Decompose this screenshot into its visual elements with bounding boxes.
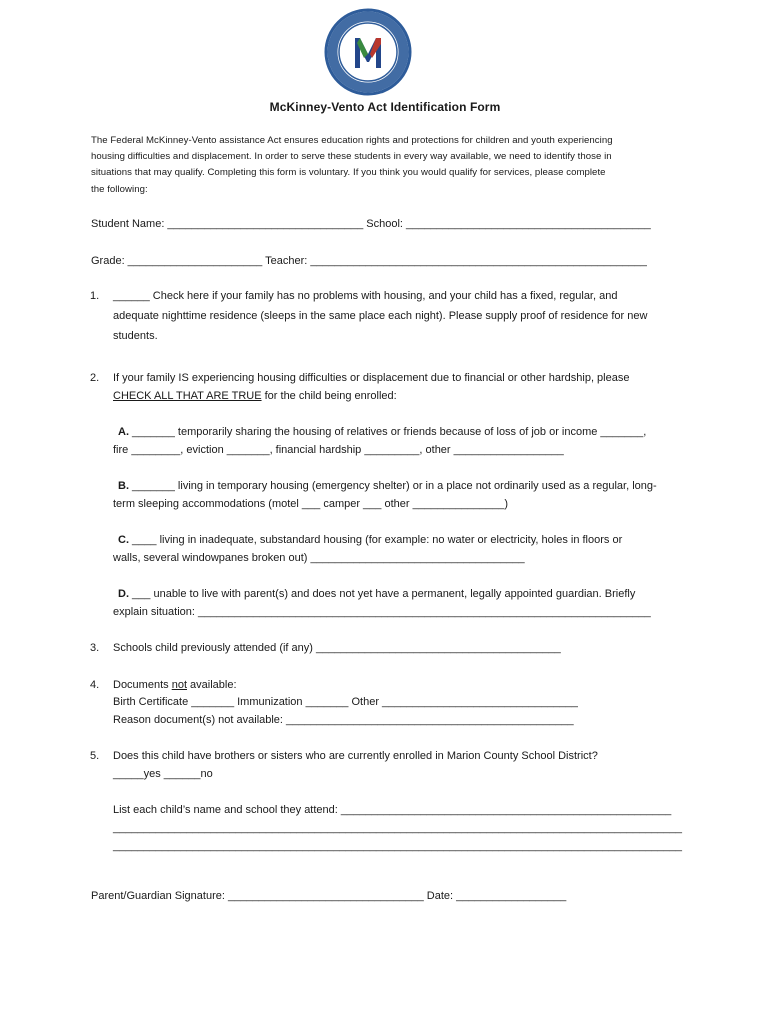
option-a-letter: A. xyxy=(118,426,129,438)
question-1-checkbox-line[interactable]: ______ Check here if your family has no problems with housing, and your child has a fixed, regular, and xyxy=(113,290,618,302)
question-4-number: 4. xyxy=(90,679,100,691)
question-4-heading xyxy=(113,679,237,691)
student-school-field-line[interactable]: Student Name: ________________________________ School: ________________________________________ xyxy=(91,218,651,230)
question-4-post: available: xyxy=(187,679,237,691)
school-district-seal-logo xyxy=(324,8,412,96)
intro-line: the following: xyxy=(91,183,148,195)
intro-line: housing difficulties and displacement. In order to serve these students in every way available, we need to identify those in xyxy=(91,151,612,163)
question-4-pre: Documents xyxy=(113,679,172,691)
question-1-number: 1. xyxy=(90,290,100,302)
question-2-number: 2. xyxy=(90,372,100,384)
question-2-instruction-rest: for the child being enrolled: xyxy=(261,390,397,402)
option-b-subitems[interactable]: term sleeping accommodations (motel ___ camper ___ other _______________) xyxy=(113,498,509,510)
previous-schools-field[interactable]: Schools child previously attended (if any) ________________________________________ xyxy=(113,642,561,654)
option-d-letter: D. xyxy=(118,588,129,600)
intro-line: situations that may qualify. Completing this form is voluntary. If you think you would qualify for services, please complete xyxy=(91,167,606,179)
form-title: McKinney-Vento Act Identification Form xyxy=(269,100,501,114)
siblings-list-field[interactable]: List each child’s name and school they attend: ______________________________________________________ xyxy=(113,804,672,816)
option-d-explain-field[interactable]: explain situation: __________________________________________________________________________ xyxy=(113,606,651,618)
option-c-line[interactable] xyxy=(118,534,622,546)
question-5-number: 5. xyxy=(90,750,100,762)
option-b-line[interactable] xyxy=(118,480,657,492)
option-b-text: _______ living in temporary housing (emergency shelter) or in a place not ordinarily used as a regular, long- xyxy=(129,480,657,492)
question-5-text: Does this child have brothers or sisters who are currently enrolled in Marion County School District? xyxy=(113,750,598,762)
option-d-line[interactable] xyxy=(118,588,635,600)
check-all-emphasis: CHECK ALL THAT ARE TRUE xyxy=(113,390,262,402)
siblings-yes-no-field[interactable]: _____yes ______no xyxy=(113,768,213,780)
documents-checklist-line[interactable]: Birth Certificate _______ Immunization _______ Other ________________________________ xyxy=(113,696,578,708)
question-2-instruction xyxy=(113,390,397,402)
option-a-text: _______ temporarily sharing the housing of relatives or friends because of loss of job or income _______, xyxy=(129,426,647,438)
option-c-detail[interactable]: walls, several windowpanes broken out) ___________________________________ xyxy=(113,552,525,564)
option-a-line[interactable] xyxy=(118,426,646,438)
option-c-text: ____ living in inadequate, substandard housing (for example: no water or electricity, holes in floors or xyxy=(129,534,623,546)
grade-teacher-field-line[interactable]: Grade: ______________________ Teacher: _______________________________________________________ xyxy=(91,255,647,267)
reason-field[interactable]: Reason document(s) not available: _______________________________________________ xyxy=(113,714,574,726)
intro-line: The Federal McKinney-Vento assistance Act ensures education rights and protections for children and youth experiencing xyxy=(91,135,613,146)
question-1-text: adequate nighttime residence (sleeps in the same place each night). Please supply proof of residence for new xyxy=(113,310,648,322)
option-b-letter: B. xyxy=(118,480,129,492)
siblings-list-continuation[interactable]: _____________________________________________________________________________________________ xyxy=(113,822,682,834)
not-emphasis: not xyxy=(171,679,187,691)
option-c-letter: C. xyxy=(118,534,129,546)
siblings-list-continuation[interactable]: _____________________________________________________________________________________________ xyxy=(113,840,682,852)
intro-paragraph xyxy=(91,133,691,198)
option-a-subitems[interactable]: fire ________, eviction _______, financial hardship _________, other __________________ xyxy=(113,444,564,456)
question-3-number: 3. xyxy=(90,642,100,654)
question-1-text: students. xyxy=(113,330,158,342)
option-d-text: ___ unable to live with parent(s) and does not yet have a permanent, legally appointed guardian. Briefly xyxy=(129,588,636,600)
signature-date-field-line[interactable]: Parent/Guardian Signature: ________________________________ Date: __________________ xyxy=(91,890,567,902)
question-2-text: If your family IS experiencing housing difficulties or displacement due to financial or other hardship, please xyxy=(113,372,630,384)
